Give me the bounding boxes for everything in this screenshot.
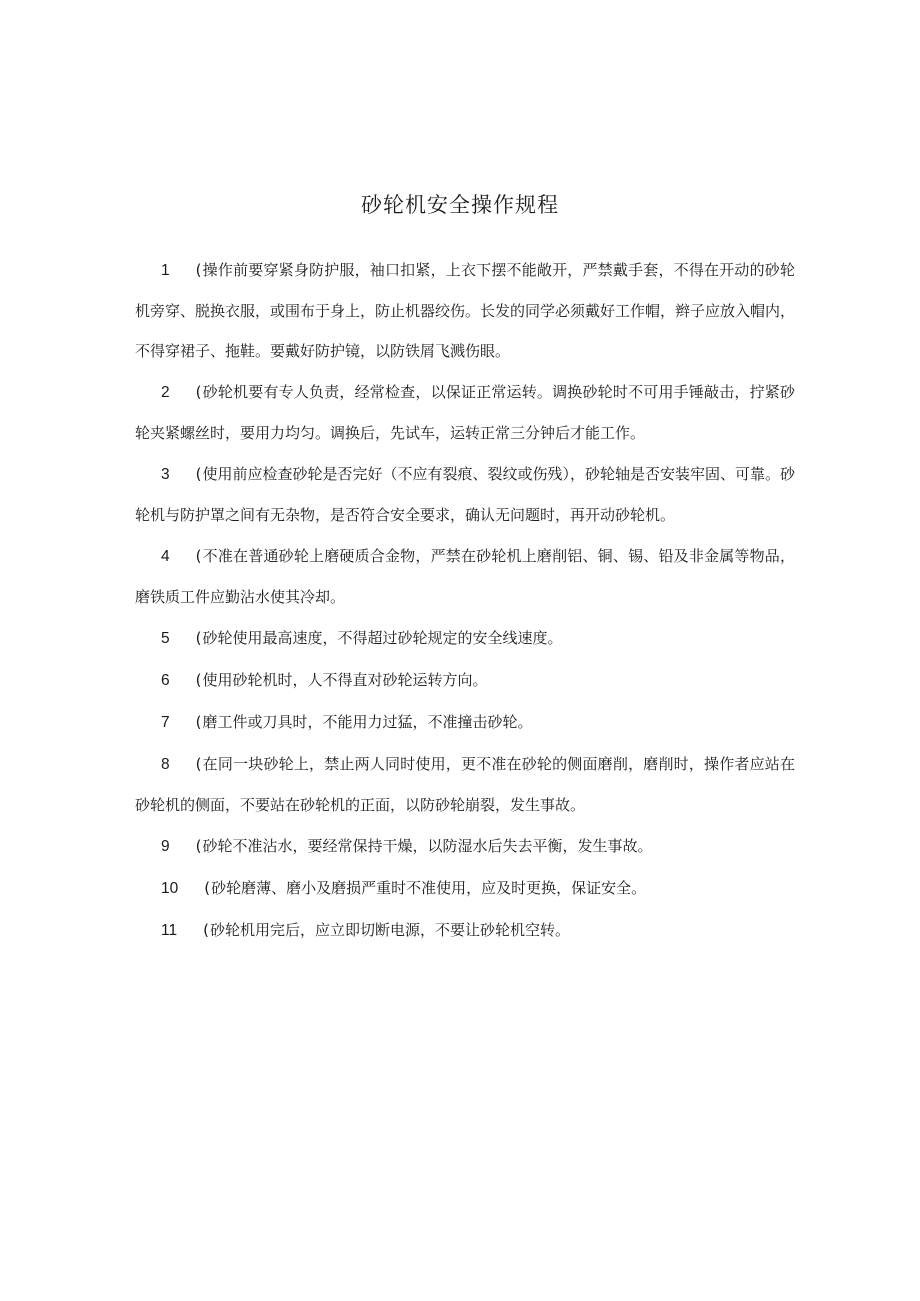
rule-item-6 <box>135 660 795 701</box>
rule-number: 5 <box>161 630 170 647</box>
rule-text: 磨工件或刀具时，不能用力过猛，不准撞击砂轮。 <box>202 713 533 731</box>
rule-number: 6 <box>161 672 170 689</box>
rule-text: 砂轮磨薄、磨小及磨损严重时不准使用，应及时更换，保证安全。 <box>211 879 647 897</box>
rule-separator: ( <box>204 879 211 897</box>
rule-number: 8 <box>161 756 170 773</box>
rule-separator: ( <box>195 547 202 565</box>
rule-item-11 <box>135 910 795 951</box>
rule-text: 使用前应检查砂轮是否完好（不应有裂痕、裂纹或伤残），砂轮轴是否安装牢固、可靠。砂轮机与防护罩之间有无杂物，是否符合安全要求，确认无问题时，再开动砂轮机。 <box>135 465 795 524</box>
rule-text: 砂轮使用最高速度，不得超过砂轮规定的安全线速度。 <box>202 629 563 647</box>
rule-separator: ( <box>195 383 202 401</box>
rule-separator: ( <box>195 713 202 731</box>
rule-separator: ( <box>203 921 209 939</box>
rule-separator: ( <box>195 261 202 279</box>
rule-item-3 <box>135 454 795 535</box>
rules-list <box>135 250 795 952</box>
rule-number: 11 <box>161 922 178 939</box>
rule-number: 3 <box>161 466 170 483</box>
rule-number: 4 <box>161 548 170 565</box>
rule-item-4 <box>135 536 795 617</box>
rule-number: 1 <box>161 262 170 279</box>
rule-separator: ( <box>195 837 202 855</box>
rule-separator: ( <box>195 671 202 689</box>
rule-item-5 <box>135 618 795 659</box>
rule-number: 9 <box>161 838 170 855</box>
rule-number: 7 <box>161 714 170 731</box>
rule-separator: ( <box>195 465 202 483</box>
page-title: 砂轮机安全操作规程 <box>361 193 559 217</box>
rule-text: 砂轮机要有专人负责，经常检查，以保证正常运转。调换砂轮时不可用手锤敲击，拧紧砂轮夹紧螺丝时，要用力均匀。调换后，先试车，运转正常三分钟后才能工作。 <box>135 383 795 442</box>
rule-item-9 <box>135 826 795 867</box>
rule-text: 砂轮不准沾水，要经常保持干燥，以防湿水后失去平衡，发生事故。 <box>202 837 653 855</box>
rule-item-7 <box>135 702 795 743</box>
rule-item-8 <box>135 744 795 825</box>
rule-item-10 <box>135 868 795 909</box>
rule-number: 10 <box>161 880 179 897</box>
rule-text: 操作前要穿紧身防护服，袖口扣紧，上衣下摆不能敞开，严禁戴手套，不得在开动的砂轮机旁穿、脱换衣服，或围布于身上，防止机器绞伤。长发的同学必须戴好工作帽，辫子应放入帽内，不得穿裙子、拖鞋。要戴好防护镜，以防铁屑飞溅伤眼。 <box>135 261 796 360</box>
rule-item-2 <box>135 372 795 453</box>
rule-text: 使用砂轮机时，人不得直对砂轮运转方向。 <box>202 671 488 689</box>
rule-separator: ( <box>195 755 202 773</box>
rule-text: 砂轮机用完后，应立即切断电源，不要让砂轮机空转。 <box>209 921 570 939</box>
rule-separator: ( <box>195 629 202 647</box>
rule-text: 不准在普通砂轮上磨硬质合金物，严禁在砂轮机上磨削铝、铜、锡、铅及非金属等物品，磨铁质工件应勤沾水使其冷却。 <box>135 547 795 606</box>
rule-item-1 <box>135 250 795 371</box>
rule-number: 2 <box>161 384 170 401</box>
rule-text: 在同一块砂轮上，禁止两人同时使用，更不准在砂轮的侧面磨削，磨削时，操作者应站在砂轮机的侧面，不要站在砂轮机的正面，以防砂轮崩裂，发生事故。 <box>135 755 795 814</box>
